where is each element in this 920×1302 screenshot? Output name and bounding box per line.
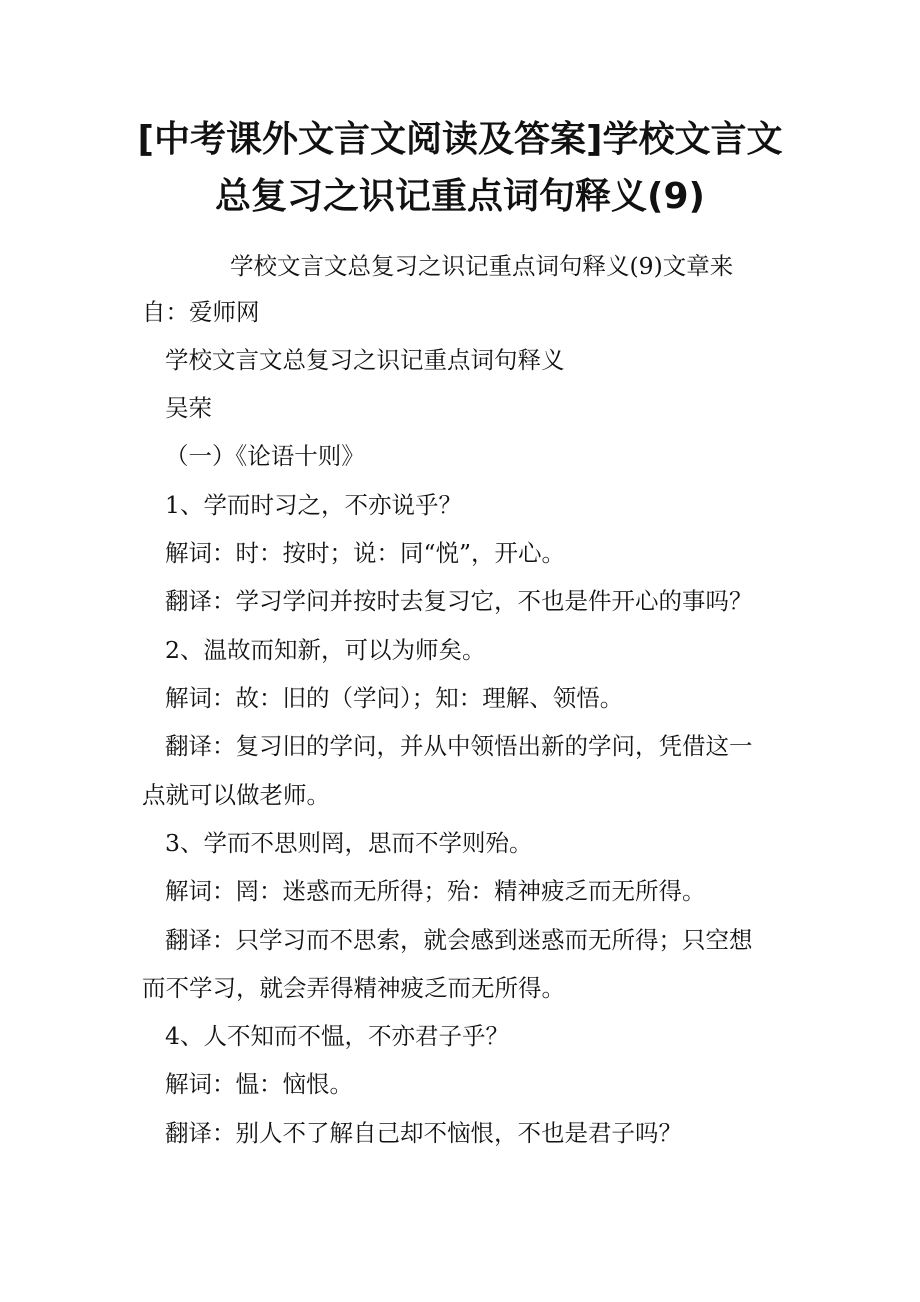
item-2-gloss: 解词：故：旧的（学问）；知：理解、领悟。 [165, 684, 624, 712]
item-1-original: 1、学而时习之，不亦说乎？ [165, 491, 462, 519]
section-heading: （一）《论语十则》 [165, 442, 365, 470]
intro-line-1: 学校文言文总复习之识记重点词句释义(9)文章来 [230, 252, 734, 280]
document-title-line-1: [中考课外文言文阅读及答案]学校文言文 [137, 119, 783, 160]
item-2-translation-line-1: 翻译：复习旧的学问，并从中领悟出新的学问，凭借这一 [165, 732, 753, 760]
item-2-original: 2、温故而知新，可以为师矣。 [165, 636, 486, 664]
item-3-gloss: 解词：罔：迷惑而无所得；殆：精神疲乏而无所得。 [165, 877, 706, 905]
item-1-translation-line-1: 翻译：学习学问并按时去复习它，不也是件开心的事吗？ [165, 587, 753, 615]
item-4-original: 4、人不知而不愠，不亦君子乎？ [165, 1022, 509, 1050]
item-4-translation-line-1: 翻译：别人不了解自己却不恼恨，不也是君子吗？ [165, 1119, 682, 1147]
item-3-translation-line-2: 而不学习，就会弄得精神疲乏而无所得。 [142, 974, 565, 1002]
document-title-line-2: 总复习之识记重点词句释义(9) [215, 176, 705, 217]
subtitle: 学校文言文总复习之识记重点词句释义 [165, 346, 565, 374]
intro-line-2: 自：爱师网 [142, 298, 260, 326]
item-1-gloss: 解词：时：按时；说：同“悦”，开心。 [165, 539, 566, 567]
item-3-original: 3、学而不思则罔，思而不学则殆。 [165, 829, 533, 857]
author: 吴荣 [165, 394, 212, 422]
item-4-gloss: 解词：愠：恼恨。 [165, 1070, 353, 1098]
item-2-translation-line-2: 点就可以做老师。 [142, 781, 330, 809]
item-3-translation-line-1: 翻译：只学习而不思索，就会感到迷惑而无所得；只空想 [165, 926, 753, 954]
